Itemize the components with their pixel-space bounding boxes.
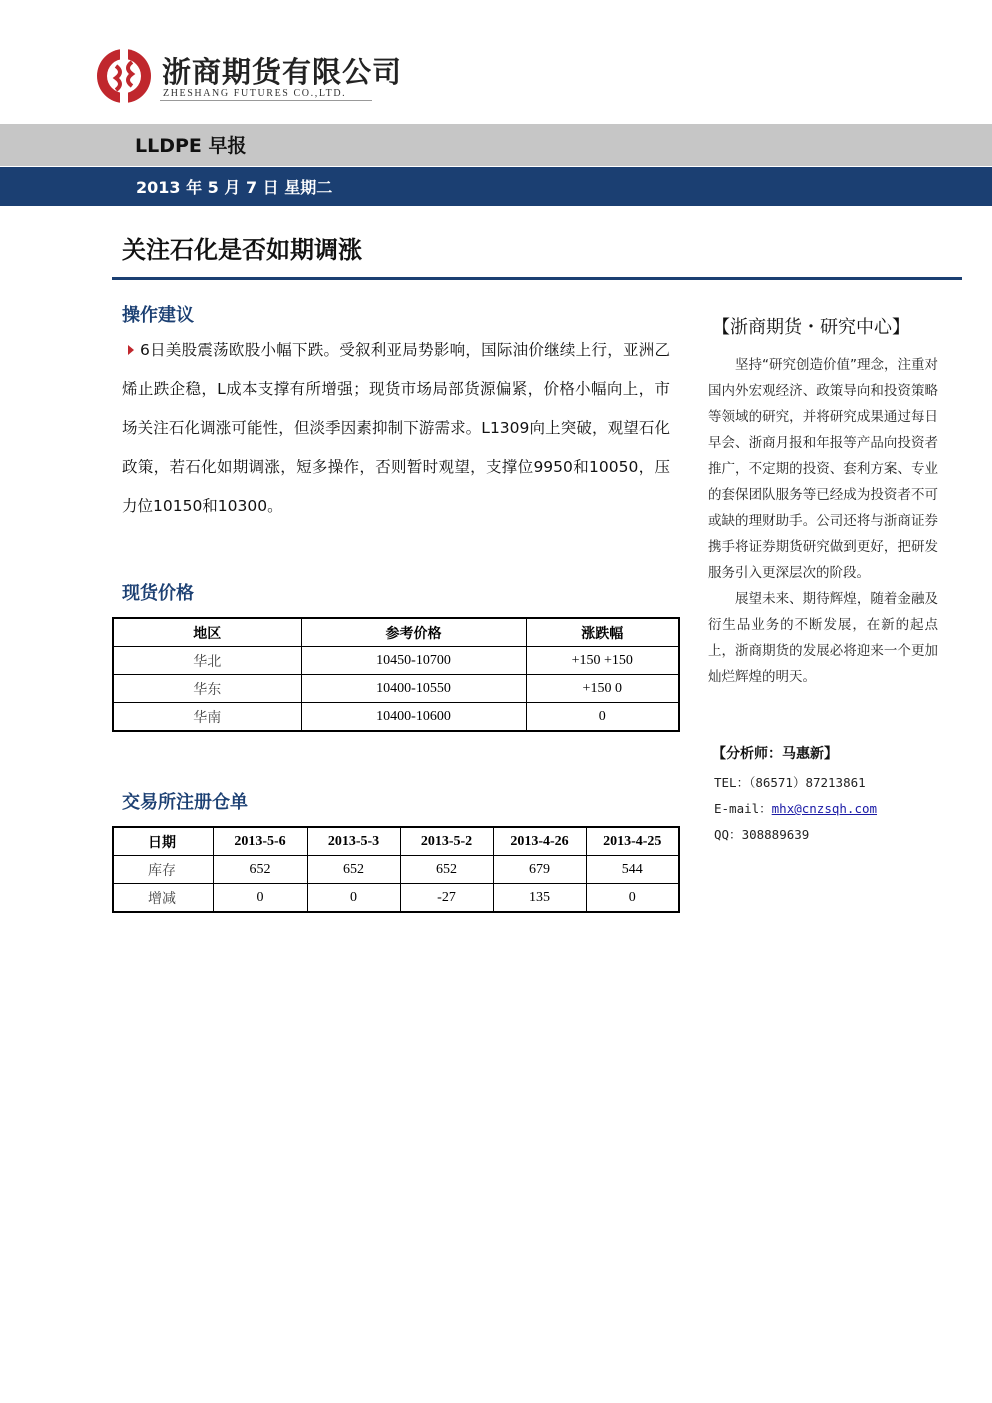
table-cell: 652 — [307, 856, 400, 884]
table-row — [113, 703, 679, 732]
table-cell: +150 0 — [526, 675, 679, 703]
contact-email — [714, 799, 877, 817]
table-cell: 华北 — [113, 647, 301, 675]
table-cell: -27 — [400, 884, 493, 913]
sidebar-body — [708, 352, 938, 690]
advice-paragraph — [122, 331, 670, 526]
table-cell: 华东 — [113, 675, 301, 703]
table-cell: 0 — [526, 703, 679, 732]
table-cell: 0 — [586, 884, 679, 913]
spot-price-table — [112, 617, 680, 732]
table-header-row — [113, 618, 679, 647]
tel-label: TEL： — [714, 775, 750, 790]
company-name-en: ZHESHANG FUTURES CO.,LTD. — [163, 88, 347, 99]
email-label: E-mail： — [714, 801, 772, 816]
sidebar-paragraph: 坚持“研究创造价值”理念，注重对国内外宏观经济、政策导向和投资策略等领域的研究，并将研究成果通过每日早会、浙商月报和年报等产品向投资者推广，不定期的投资、套利方案、专业的套保团队服务等已经成为投资者不可或缺的理财助手。公司还将与浙商证券携手将证券期货研究做到更好，把研发服务引入更深层次的阶段。 — [708, 357, 938, 581]
table-cell: 135 — [493, 884, 586, 913]
table-cell: 库存 — [113, 856, 213, 884]
table-cell: 679 — [493, 856, 586, 884]
advice-heading: 操作建议 — [122, 305, 194, 326]
qq-label: QQ： — [714, 827, 742, 842]
table-cell: 544 — [586, 856, 679, 884]
bullet-arrow-icon — [128, 345, 134, 355]
warehouse-table — [112, 826, 680, 913]
headline: 关注石化是否如期调涨 — [122, 236, 362, 264]
table-cell: 652 — [400, 856, 493, 884]
column-header: 2013-5-2 — [400, 827, 493, 856]
sidebar-paragraph: 展望未来、期待辉煌，随着金融及衍生品业务的不断发展，在新的起点上，浙商期货的发展必将迎来一个更加灿烂辉煌的明天。 — [708, 591, 938, 685]
table-row — [113, 675, 679, 703]
column-header: 2013-5-3 — [307, 827, 400, 856]
advice-text: 6日美股震荡欧股小幅下跌。受叙利亚局势影响，国际油价继续上行，亚洲乙烯止跌企稳，L成本支撑有所增强；现货市场局部货源偏紧，价格小幅向上，市场关注石化调涨可能性，但淡季因素抑制下游需求。L1309向上突破，观望石化政策，若石化如期调涨，短多操作，否则暂时观望，支撑位9950和10050，压力位10150和10300。 — [122, 341, 670, 515]
table-cell: +150 +150 — [526, 647, 679, 675]
table-row — [113, 856, 679, 884]
column-header: 2013-4-25 — [586, 827, 679, 856]
warehouse-heading: 交易所注册仓单 — [122, 792, 248, 813]
column-header: 地区 — [113, 618, 301, 647]
column-header: 参考价格 — [301, 618, 526, 647]
table-cell: 10400-10550 — [301, 675, 526, 703]
table-row — [113, 647, 679, 675]
company-name-cn: 浙商期货有限公司 — [162, 55, 403, 89]
logo-divider — [160, 100, 372, 101]
contact-qq — [714, 825, 809, 843]
qq-value: 308889639 — [741, 827, 810, 842]
column-header: 2013-5-6 — [213, 827, 307, 856]
table-header-row — [113, 827, 679, 856]
email-link[interactable]: mhx@cnzsqh.com — [771, 801, 878, 816]
table-cell: 0 — [213, 884, 307, 913]
company-logo-icon — [96, 48, 152, 104]
tel-value: （86571）87213861 — [749, 775, 866, 790]
analyst-name: 【分析师：马惠新】 — [712, 746, 838, 762]
column-header: 日期 — [113, 827, 213, 856]
report-title: LLDPE 早报 — [135, 135, 247, 157]
report-date: 2013 年 5 月 7 日 星期二 — [136, 178, 333, 197]
column-header: 涨跌幅 — [526, 618, 679, 647]
contact-tel — [714, 773, 866, 791]
spot-heading: 现货价格 — [122, 583, 194, 604]
table-cell: 0 — [307, 884, 400, 913]
table-cell: 增减 — [113, 884, 213, 913]
table-cell: 652 — [213, 856, 307, 884]
sidebar-title: 【浙商期货・研究中心】 — [712, 317, 910, 338]
column-header: 2013-4-26 — [493, 827, 586, 856]
table-cell: 10450-10700 — [301, 647, 526, 675]
headline-rule — [112, 277, 962, 280]
table-cell: 华南 — [113, 703, 301, 732]
table-cell: 10400-10600 — [301, 703, 526, 732]
table-row — [113, 884, 679, 913]
